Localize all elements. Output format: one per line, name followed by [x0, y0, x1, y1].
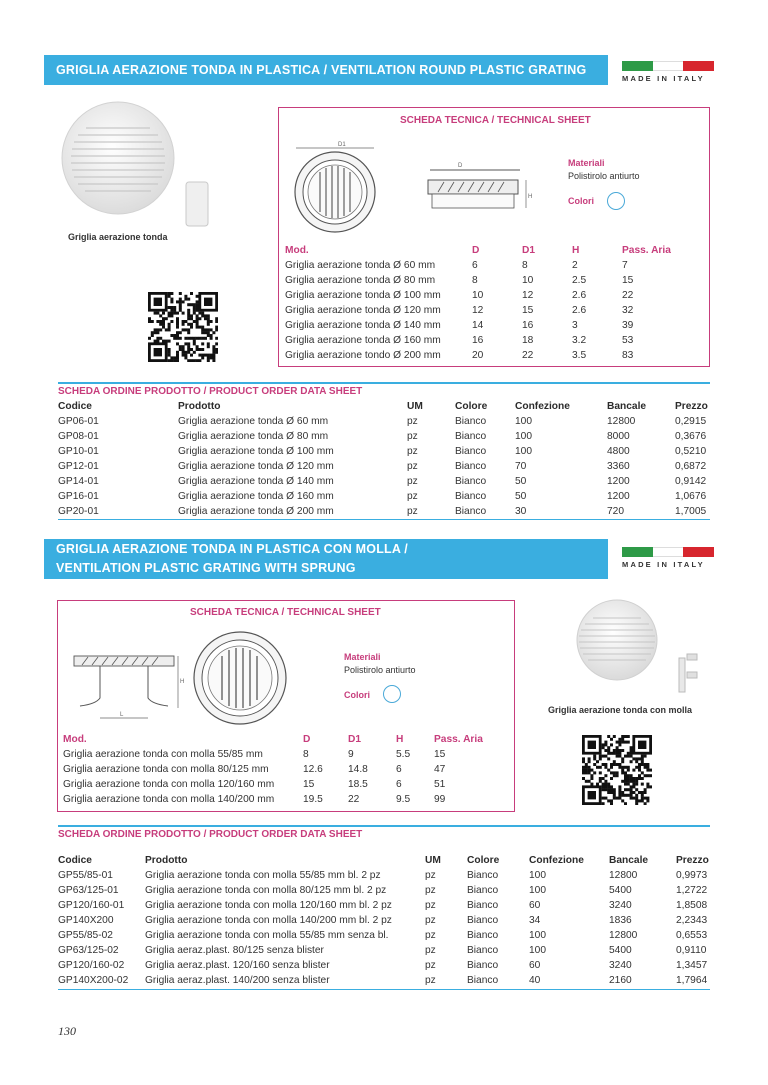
section2-banner-line1: GRIGLIA AERAZIONE TONDA IN PLASTICA CON MOLLA /: [56, 542, 408, 556]
table-row: [58, 883, 710, 898]
table-cell: 0,6553: [676, 930, 708, 941]
header-price: Prezzo: [676, 855, 709, 866]
table-cell: 100: [515, 416, 532, 427]
table-cell: GP55/85-01: [58, 870, 113, 881]
table-cell: 1,7964: [676, 975, 708, 986]
table-cell: 1,7005: [675, 506, 707, 517]
table-cell: 8: [472, 275, 478, 286]
header-product: Prodotto: [145, 855, 188, 866]
section2-colors-label: Colori: [344, 690, 370, 700]
table-cell: 2,2343: [676, 915, 708, 926]
table-row: [58, 504, 710, 519]
section2-banner-line2: VENTILATION PLASTIC GRATING WITH SPRUNG: [56, 561, 356, 575]
order-table-header: [58, 853, 710, 868]
svg-text:D: D: [458, 163, 463, 169]
table-cell: pz: [425, 945, 436, 956]
header-h: H: [396, 734, 404, 745]
table-cell: 0,6872: [675, 461, 707, 472]
table-cell: 2: [572, 260, 578, 271]
section2-caption: Griglia aerazione tonda con molla: [548, 705, 693, 715]
table-cell: 7: [622, 260, 628, 271]
table-row: [58, 414, 710, 429]
table-cell: 0,9110: [676, 945, 707, 956]
table-cell: 16: [522, 320, 534, 331]
section2-materials-label: Materiali: [344, 652, 381, 662]
table-cell: pz: [407, 506, 418, 517]
table-cell: 32: [622, 305, 634, 316]
table-cell: 0,9142: [675, 476, 707, 487]
made-in-italy-logo-2: MADE IN ITALY: [622, 547, 714, 569]
table-cell: 18.5: [348, 779, 368, 790]
header-color: Colore: [467, 855, 500, 866]
table-cell: Bianco: [467, 885, 499, 896]
table-cell: 2.6: [572, 305, 587, 316]
table-cell: GP12-01: [58, 461, 99, 472]
table-cell: Griglia aerazione tonda Ø 140 mm: [285, 320, 441, 331]
table-cell: 22: [622, 290, 634, 301]
table-cell: Griglia aerazione tonda Ø 160 mm: [178, 491, 334, 502]
table-cell: Bianco: [467, 915, 499, 926]
table-cell: 47: [434, 764, 446, 775]
made-in-italy-logo: MADE IN ITALY: [622, 61, 714, 83]
table-cell: pz: [407, 491, 418, 502]
table-row: [63, 777, 504, 792]
table-cell: Bianco: [467, 900, 499, 911]
table-cell: 100: [529, 870, 546, 881]
table-cell: 1836: [609, 915, 632, 926]
table-cell: 6: [472, 260, 478, 271]
table-cell: 16: [472, 335, 484, 346]
white-color-swatch-2: [383, 685, 401, 703]
table-cell: 39: [622, 320, 634, 331]
table-row: [285, 303, 692, 318]
table-cell: Griglia aerazione tonda Ø 60 mm: [178, 416, 329, 427]
table-cell: Griglia aerazione tonda Ø 140 mm: [178, 476, 334, 487]
table-cell: 1200: [607, 491, 630, 502]
table-cell: 12800: [607, 416, 636, 427]
qr-code-icon-2: [582, 735, 652, 805]
table-cell: GP140X200-02: [58, 975, 129, 986]
table-row: [285, 318, 692, 333]
table-cell: 19.5: [303, 794, 323, 805]
section2-tech-title: SCHEDA TECNICA / TECHNICAL SHEET: [190, 607, 381, 618]
table-row: [58, 928, 710, 943]
table-cell: GP120/160-01: [58, 900, 125, 911]
svg-text:L: L: [120, 712, 124, 718]
header-product: Prodotto: [178, 401, 221, 412]
table-cell: Bianco: [455, 416, 487, 427]
table-cell: 100: [529, 945, 546, 956]
table-cell: pz: [407, 416, 418, 427]
header-code: Codice: [58, 855, 92, 866]
section1-colors-label: Colori: [568, 196, 594, 206]
round-grille-photo: [58, 98, 218, 228]
table-row: [285, 273, 692, 288]
table-cell: 1200: [607, 476, 630, 487]
table-cell: Bianco: [467, 960, 499, 971]
table-cell: 14.8: [348, 764, 368, 775]
table-cell: pz: [425, 885, 436, 896]
header-air-pass: Pass. Aria: [434, 734, 483, 745]
header-code: Codice: [58, 401, 92, 412]
table-cell: Griglia aerazione tonda con molla 55/85 mm bl. 2 pz: [145, 870, 381, 881]
table-row: [58, 898, 710, 913]
table-cell: GP63/125-02: [58, 945, 119, 956]
table-cell: 15: [522, 305, 534, 316]
header-pack: Confezione: [529, 855, 584, 866]
table-row: [58, 913, 710, 928]
header-d1: D1: [348, 734, 362, 745]
table-cell: Griglia aerazione tonda con molla 140/200 mm bl. 2 pz: [145, 915, 392, 926]
table-cell: 100: [529, 930, 546, 941]
table-cell: pz: [425, 960, 436, 971]
table-cell: 1,2722: [676, 885, 708, 896]
table-cell: pz: [407, 476, 418, 487]
table-cell: 4800: [607, 446, 630, 457]
table-cell: Bianco: [467, 930, 499, 941]
table-cell: 60: [529, 900, 541, 911]
table-cell: 6: [396, 779, 402, 790]
table-cell: GP55/85-02: [58, 930, 113, 941]
qr-code-icon: [148, 292, 218, 362]
table-cell: 720: [607, 506, 624, 517]
section2-materials-value: Polistirolo antiurto: [344, 665, 416, 675]
table-cell: Bianco: [467, 945, 499, 956]
section1-caption: Griglia aerazione tonda: [68, 232, 168, 242]
table-cell: Griglia aerazione tonda Ø 160 mm: [285, 335, 441, 346]
section1-tech-title: SCHEDA TECNICA / TECHNICAL SHEET: [400, 115, 591, 126]
section1-order-table: [58, 399, 710, 519]
table-cell: 1,0676: [675, 491, 707, 502]
table-cell: GP16-01: [58, 491, 99, 502]
table-cell: Bianco: [455, 476, 487, 487]
table-cell: 0,2915: [675, 416, 707, 427]
table-cell: 50: [515, 476, 527, 487]
table-row: [58, 958, 710, 973]
table-cell: Bianco: [455, 491, 487, 502]
table-row: [58, 429, 710, 444]
table-cell: 3240: [609, 900, 632, 911]
table-cell: 53: [622, 335, 634, 346]
table-cell: 14: [472, 320, 484, 331]
table-cell: Griglia aerazione tonda con molla 80/125 mm: [63, 764, 269, 775]
table-cell: 9: [348, 749, 354, 760]
table-cell: GP140X200: [58, 915, 114, 926]
section2-order-divider: [58, 825, 710, 827]
sprung-grille-photo: [565, 598, 705, 698]
table-cell: 5400: [609, 945, 632, 956]
table-cell: GP20-01: [58, 506, 99, 517]
table-cell: 15: [622, 275, 634, 286]
table-row: [285, 258, 692, 273]
table-cell: 22: [348, 794, 360, 805]
table-cell: Bianco: [467, 975, 499, 986]
table-cell: 15: [434, 749, 446, 760]
header-d: D: [472, 245, 480, 256]
table-cell: pz: [407, 431, 418, 442]
header-pallet: Bancale: [607, 401, 647, 412]
table-cell: 22: [522, 350, 534, 361]
table-cell: Griglia aerazione tonda con molla 120/160 mm: [63, 779, 275, 790]
table-cell: 12800: [609, 870, 638, 881]
table-cell: 100: [529, 885, 546, 896]
table-cell: 10: [472, 290, 484, 301]
section2-order-table: [58, 853, 710, 988]
table-cell: 8: [522, 260, 528, 271]
table-cell: Griglia aerazione tonda con molla 55/85 mm: [63, 749, 263, 760]
table-cell: Griglia aerazione tonda Ø 100 mm: [285, 290, 441, 301]
table-cell: Griglia aerazione tonda Ø 100 mm: [178, 446, 334, 457]
section1-order-title: SCHEDA ORDINE PRODOTTO / PRODUCT ORDER DATA SHEET: [58, 386, 363, 397]
section1-tech-table: [285, 243, 692, 363]
table-cell: Griglia aerazione tonda con molla 120/160 mm bl. 2 pz: [145, 900, 392, 911]
table-row: [63, 792, 504, 807]
table-cell: Griglia aerazione tonda con molla 55/85 mm senza bl.: [145, 930, 389, 941]
header-air-pass: Pass. Aria: [622, 245, 671, 256]
table-cell: pz: [425, 915, 436, 926]
header-pack: Confezione: [515, 401, 570, 412]
tech-table-header: [63, 732, 504, 747]
table-cell: 18: [522, 335, 534, 346]
round-grille-technical-drawing: [290, 140, 540, 240]
table-cell: 51: [434, 779, 446, 790]
header-um: UM: [407, 401, 423, 412]
table-cell: Bianco: [455, 431, 487, 442]
table-cell: 30: [515, 506, 527, 517]
section2-tech-table: [63, 732, 504, 807]
table-cell: Griglia aeraz.plast. 140/200 senza blister: [145, 975, 330, 986]
table-row: [58, 459, 710, 474]
table-cell: pz: [425, 930, 436, 941]
table-cell: 9.5: [396, 794, 411, 805]
table-cell: 3.5: [572, 350, 587, 361]
table-cell: 2160: [609, 975, 632, 986]
header-price: Prezzo: [675, 401, 708, 412]
table-row: [285, 333, 692, 348]
table-cell: 3: [572, 320, 578, 331]
table-cell: 1,8508: [676, 900, 708, 911]
table-cell: 100: [515, 431, 532, 442]
table-cell: 83: [622, 350, 634, 361]
table-cell: 8000: [607, 431, 630, 442]
table-cell: Griglia aerazione tonda Ø 60 mm: [285, 260, 436, 271]
table-cell: pz: [425, 870, 436, 881]
header-pallet: Bancale: [609, 855, 649, 866]
table-cell: 70: [515, 461, 527, 472]
table-cell: 60: [529, 960, 541, 971]
white-color-swatch: [607, 192, 625, 210]
header-d1: D1: [522, 245, 536, 256]
table-row: [58, 489, 710, 504]
table-cell: 0,5210: [675, 446, 707, 457]
table-cell: 0,3676: [675, 431, 707, 442]
table-row: [58, 868, 710, 883]
section1-banner: [44, 55, 608, 85]
header-mod: Mod.: [285, 245, 309, 256]
table-cell: 12: [472, 305, 484, 316]
table-cell: 40: [529, 975, 541, 986]
table-cell: Griglia aerazione tonda Ø 80 mm: [178, 431, 329, 442]
svg-text:D1: D1: [338, 142, 346, 148]
header-d: D: [303, 734, 311, 745]
table-cell: 2.6: [572, 290, 587, 301]
section1-order-divider: [58, 382, 710, 384]
table-cell: Bianco: [455, 446, 487, 457]
table-cell: pz: [425, 975, 436, 986]
order-table-header: [58, 399, 710, 414]
tech-table-header: [285, 243, 692, 258]
table-cell: 2.5: [572, 275, 587, 286]
table-cell: pz: [407, 461, 418, 472]
table-row: [63, 762, 504, 777]
table-row: [63, 747, 504, 762]
italy-flag-icon: [622, 547, 714, 557]
table-cell: Griglia aeraz.plast. 120/160 senza blister: [145, 960, 330, 971]
table-cell: 12: [522, 290, 534, 301]
table-cell: 5.5: [396, 749, 411, 760]
table-cell: GP14-01: [58, 476, 99, 487]
table-cell: Griglia aerazione tonda con molla 140/200 mm: [63, 794, 275, 805]
table-cell: 34: [529, 915, 541, 926]
table-cell: 99: [434, 794, 446, 805]
table-cell: 8: [303, 749, 309, 760]
italy-flag-icon: [622, 61, 714, 71]
table-cell: 10: [522, 275, 534, 286]
section1-materials-value: Polistirolo antiurto: [568, 171, 640, 181]
table-row: [58, 943, 710, 958]
table-cell: 15: [303, 779, 315, 790]
table-cell: 5400: [609, 885, 632, 896]
table-cell: Griglia aerazione tonda Ø 120 mm: [178, 461, 334, 472]
table-row: [58, 973, 710, 988]
section1-banner-text: GRIGLIA AERAZIONE TONDA IN PLASTICA / VENTILATION ROUND PLASTIC GRATING: [56, 62, 587, 77]
table-cell: 100: [515, 446, 532, 457]
table-cell: Griglia aerazione tonda Ø 120 mm: [285, 305, 441, 316]
table-cell: 12.6: [303, 764, 323, 775]
table-cell: Griglia aeraz.plast. 80/125 senza blister: [145, 945, 324, 956]
table-cell: GP120/160-02: [58, 960, 125, 971]
table-row: [285, 288, 692, 303]
section2-order-title: SCHEDA ORDINE PRODOTTO / PRODUCT ORDER DATA SHEET: [58, 829, 363, 840]
table-cell: Griglia aerazione tondo Ø 200 mm: [285, 350, 441, 361]
table-cell: GP10-01: [58, 446, 99, 457]
section2-banner: [44, 539, 608, 579]
table-cell: GP08-01: [58, 431, 99, 442]
table-cell: 0,9973: [676, 870, 708, 881]
table-cell: 3360: [607, 461, 630, 472]
table-cell: Griglia aerazione tonda Ø 80 mm: [285, 275, 436, 286]
header-color: Colore: [455, 401, 488, 412]
table-cell: Griglia aerazione tonda Ø 200 mm: [178, 506, 334, 517]
table-cell: Griglia aerazione tonda con molla 80/125 mm bl. 2 pz: [145, 885, 387, 896]
table-cell: Bianco: [467, 870, 499, 881]
table-cell: 3.2: [572, 335, 587, 346]
header-mod: Mod.: [63, 734, 87, 745]
table-cell: pz: [425, 900, 436, 911]
svg-text:H: H: [180, 679, 185, 685]
section2-order-bottom-line: [58, 989, 710, 990]
table-cell: GP63/125-01: [58, 885, 119, 896]
table-row: [58, 444, 710, 459]
table-row: [58, 474, 710, 489]
table-cell: 6: [396, 764, 402, 775]
table-cell: Bianco: [455, 461, 487, 472]
table-cell: pz: [407, 446, 418, 457]
section1-order-bottom-line: [58, 519, 710, 520]
table-row: [285, 348, 692, 363]
table-cell: 1,3457: [676, 960, 708, 971]
table-cell: 50: [515, 491, 527, 502]
header-um: UM: [425, 855, 441, 866]
sprung-grille-technical-drawing: [70, 628, 340, 728]
section1-materials-label: Materiali: [568, 158, 605, 168]
table-cell: Bianco: [455, 506, 487, 517]
table-cell: 20: [472, 350, 484, 361]
header-h: H: [572, 245, 580, 256]
svg-text:H: H: [528, 194, 533, 200]
table-cell: 3240: [609, 960, 632, 971]
table-cell: 12800: [609, 930, 638, 941]
table-cell: GP06-01: [58, 416, 99, 427]
page-number: 130: [58, 1024, 76, 1038]
